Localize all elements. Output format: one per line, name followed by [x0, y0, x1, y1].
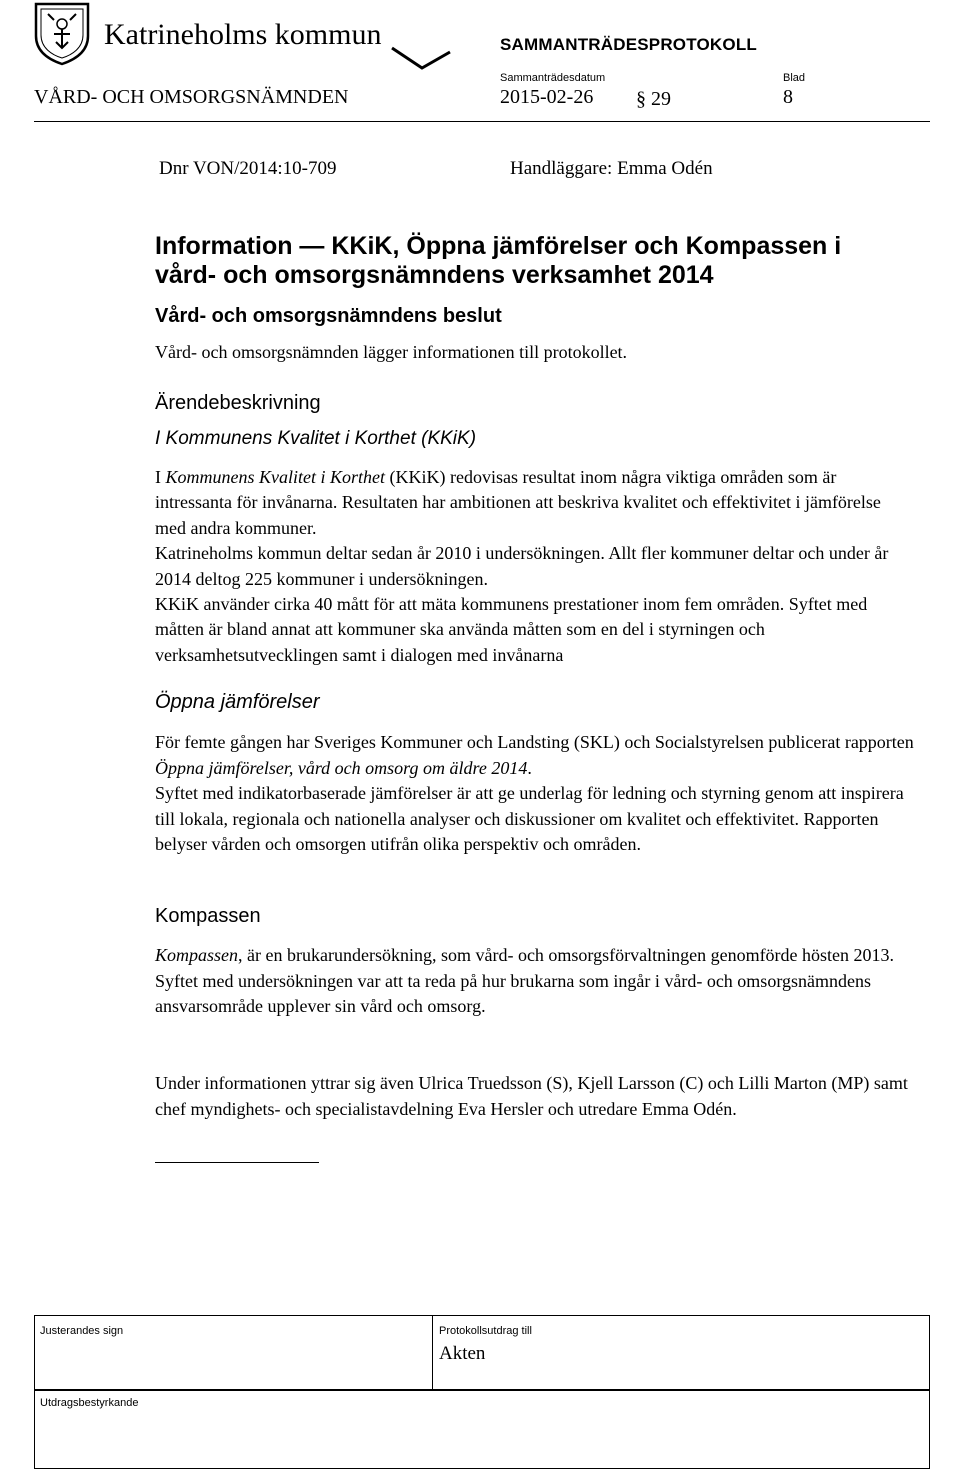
municipality-crest-icon — [34, 2, 90, 66]
kkik-body — [155, 465, 915, 668]
kkik-italic: Kommunens Kvalitet i Korthet — [165, 467, 385, 487]
header-divider — [34, 121, 930, 122]
protocol-title: SAMMANTRÄDESPROTOKOLL — [500, 35, 757, 54]
oj-paragraph-2: Syftet med indikatorbaserade jämförelser är att ge underlag för ledning och styrning genom att inspirera till lokala, regionala och nationella analyser och diskussioner om kvalitet och effektivitet. Rapporten belyser vården och omsorgen utifrån olika perspektiv och områden. — [155, 783, 904, 855]
paragraph-number: § 29 — [636, 88, 671, 110]
committee-name: VÅRD- OCH OMSORGSNÄMNDEN — [34, 86, 349, 108]
logo-swash-icon — [102, 44, 452, 74]
kkik-paragraph-2: Katrineholms kommun deltar sedan år 2010 i undersökningen. Allt fler kommuner deltar och under år 2014 deltog 225 kommuner i undersökningen. — [155, 543, 889, 589]
meeting-date: 2015-02-26 — [500, 86, 594, 108]
title-line-1: Information — KKiK, Öppna jämförelser och Kompassen i — [155, 232, 842, 260]
page-label: Blad — [783, 72, 806, 84]
end-divider — [155, 1162, 319, 1163]
decision-text: Vård- och omsorgsnämnden lägger informationen till protokollet. — [155, 342, 628, 362]
page-title — [155, 232, 841, 290]
kkik-rest: (KKiK) redovisas resultat inom några viktiga områden som är intressanta för invånarna. Resultaten har ambitionen att beskriva kvalitet och effektivitet i jämförelse med andra kommuner. — [155, 467, 881, 538]
case-officer: Handläggare: Emma Odén — [510, 158, 713, 179]
decision-heading: Vård- och omsorgsnämndens beslut — [155, 305, 502, 327]
kkik-heading: I Kommunens Kvalitet i Korthet (KKiK) — [155, 428, 477, 449]
oppna-jamforelser-body — [155, 730, 915, 858]
page-number: 8 — [783, 86, 793, 108]
kompassen-italic: Kompassen — [155, 945, 239, 965]
case-number: Dnr VON/2014:10-709 — [159, 158, 337, 179]
kompassen-body — [155, 943, 915, 1020]
adjuster-sign-label: Justerandes sign — [40, 1325, 124, 1337]
kkik-lead: I — [155, 467, 166, 487]
kkik-paragraph-1 — [155, 465, 915, 541]
meeting-date-label: Sammanträdesdatum — [500, 72, 606, 84]
signature-table-rule — [34, 1390, 930, 1391]
extract-certification-label: Utdragsbestyrkande — [40, 1397, 139, 1409]
oj-lead: För femte gången har Sveriges Kommuner och Landsting (SKL) och Socialstyrelsen publicerat rapporten — [155, 732, 914, 752]
extract-to-value: Akten — [439, 1343, 486, 1364]
extract-to-label: Protokollsutdrag till — [439, 1325, 532, 1337]
municipality-logo-text: Katrineholms kommun — [104, 18, 382, 51]
oj-end: . — [527, 757, 532, 778]
kompassen-rest: , är en brukarundersökning, som vård- och omsorgsförvaltningen genomförde hösten 2013. Syftet med undersökningen var att ta reda på hur brukarna som ingår i vård- och omsorgsnämndens ansvarsområde upplever sin vård och omsorg. — [155, 945, 895, 1017]
oppna-jamforelser-heading: Öppna jämförelser — [155, 691, 320, 713]
signature-table — [34, 1315, 930, 1469]
oj-paragraph-1 — [155, 730, 915, 781]
signature-table-divider — [432, 1315, 433, 1390]
kompassen-paragraph — [155, 943, 915, 1020]
title-line-2: vård- och omsorgsnämndens verksamhet 2014 — [155, 261, 714, 289]
case-description-heading: Ärendebeskrivning — [155, 392, 321, 414]
oj-report-title: Öppna jämförelser, vård och omsorg om äldre 2014 — [155, 757, 528, 778]
closing-paragraph: Under informationen yttrar sig även Ulrica Truedsson (S), Kjell Larsson (C) och Lilli Marton (MP) samt chef myndighets- och specialistavdelning Eva Hersler och utredare Emma Odén. — [155, 1073, 908, 1119]
kompassen-heading: Kompassen — [155, 905, 261, 927]
kkik-paragraph-3: KKiK använder cirka 40 mått för att mäta kommunens prestationer inom fem områden. Syftet med måtten är bland annat att kommuner ska använda måtten som en del i styrningen och verksamhetsutvecklingen samt i dialogen med invånarna — [155, 594, 868, 665]
